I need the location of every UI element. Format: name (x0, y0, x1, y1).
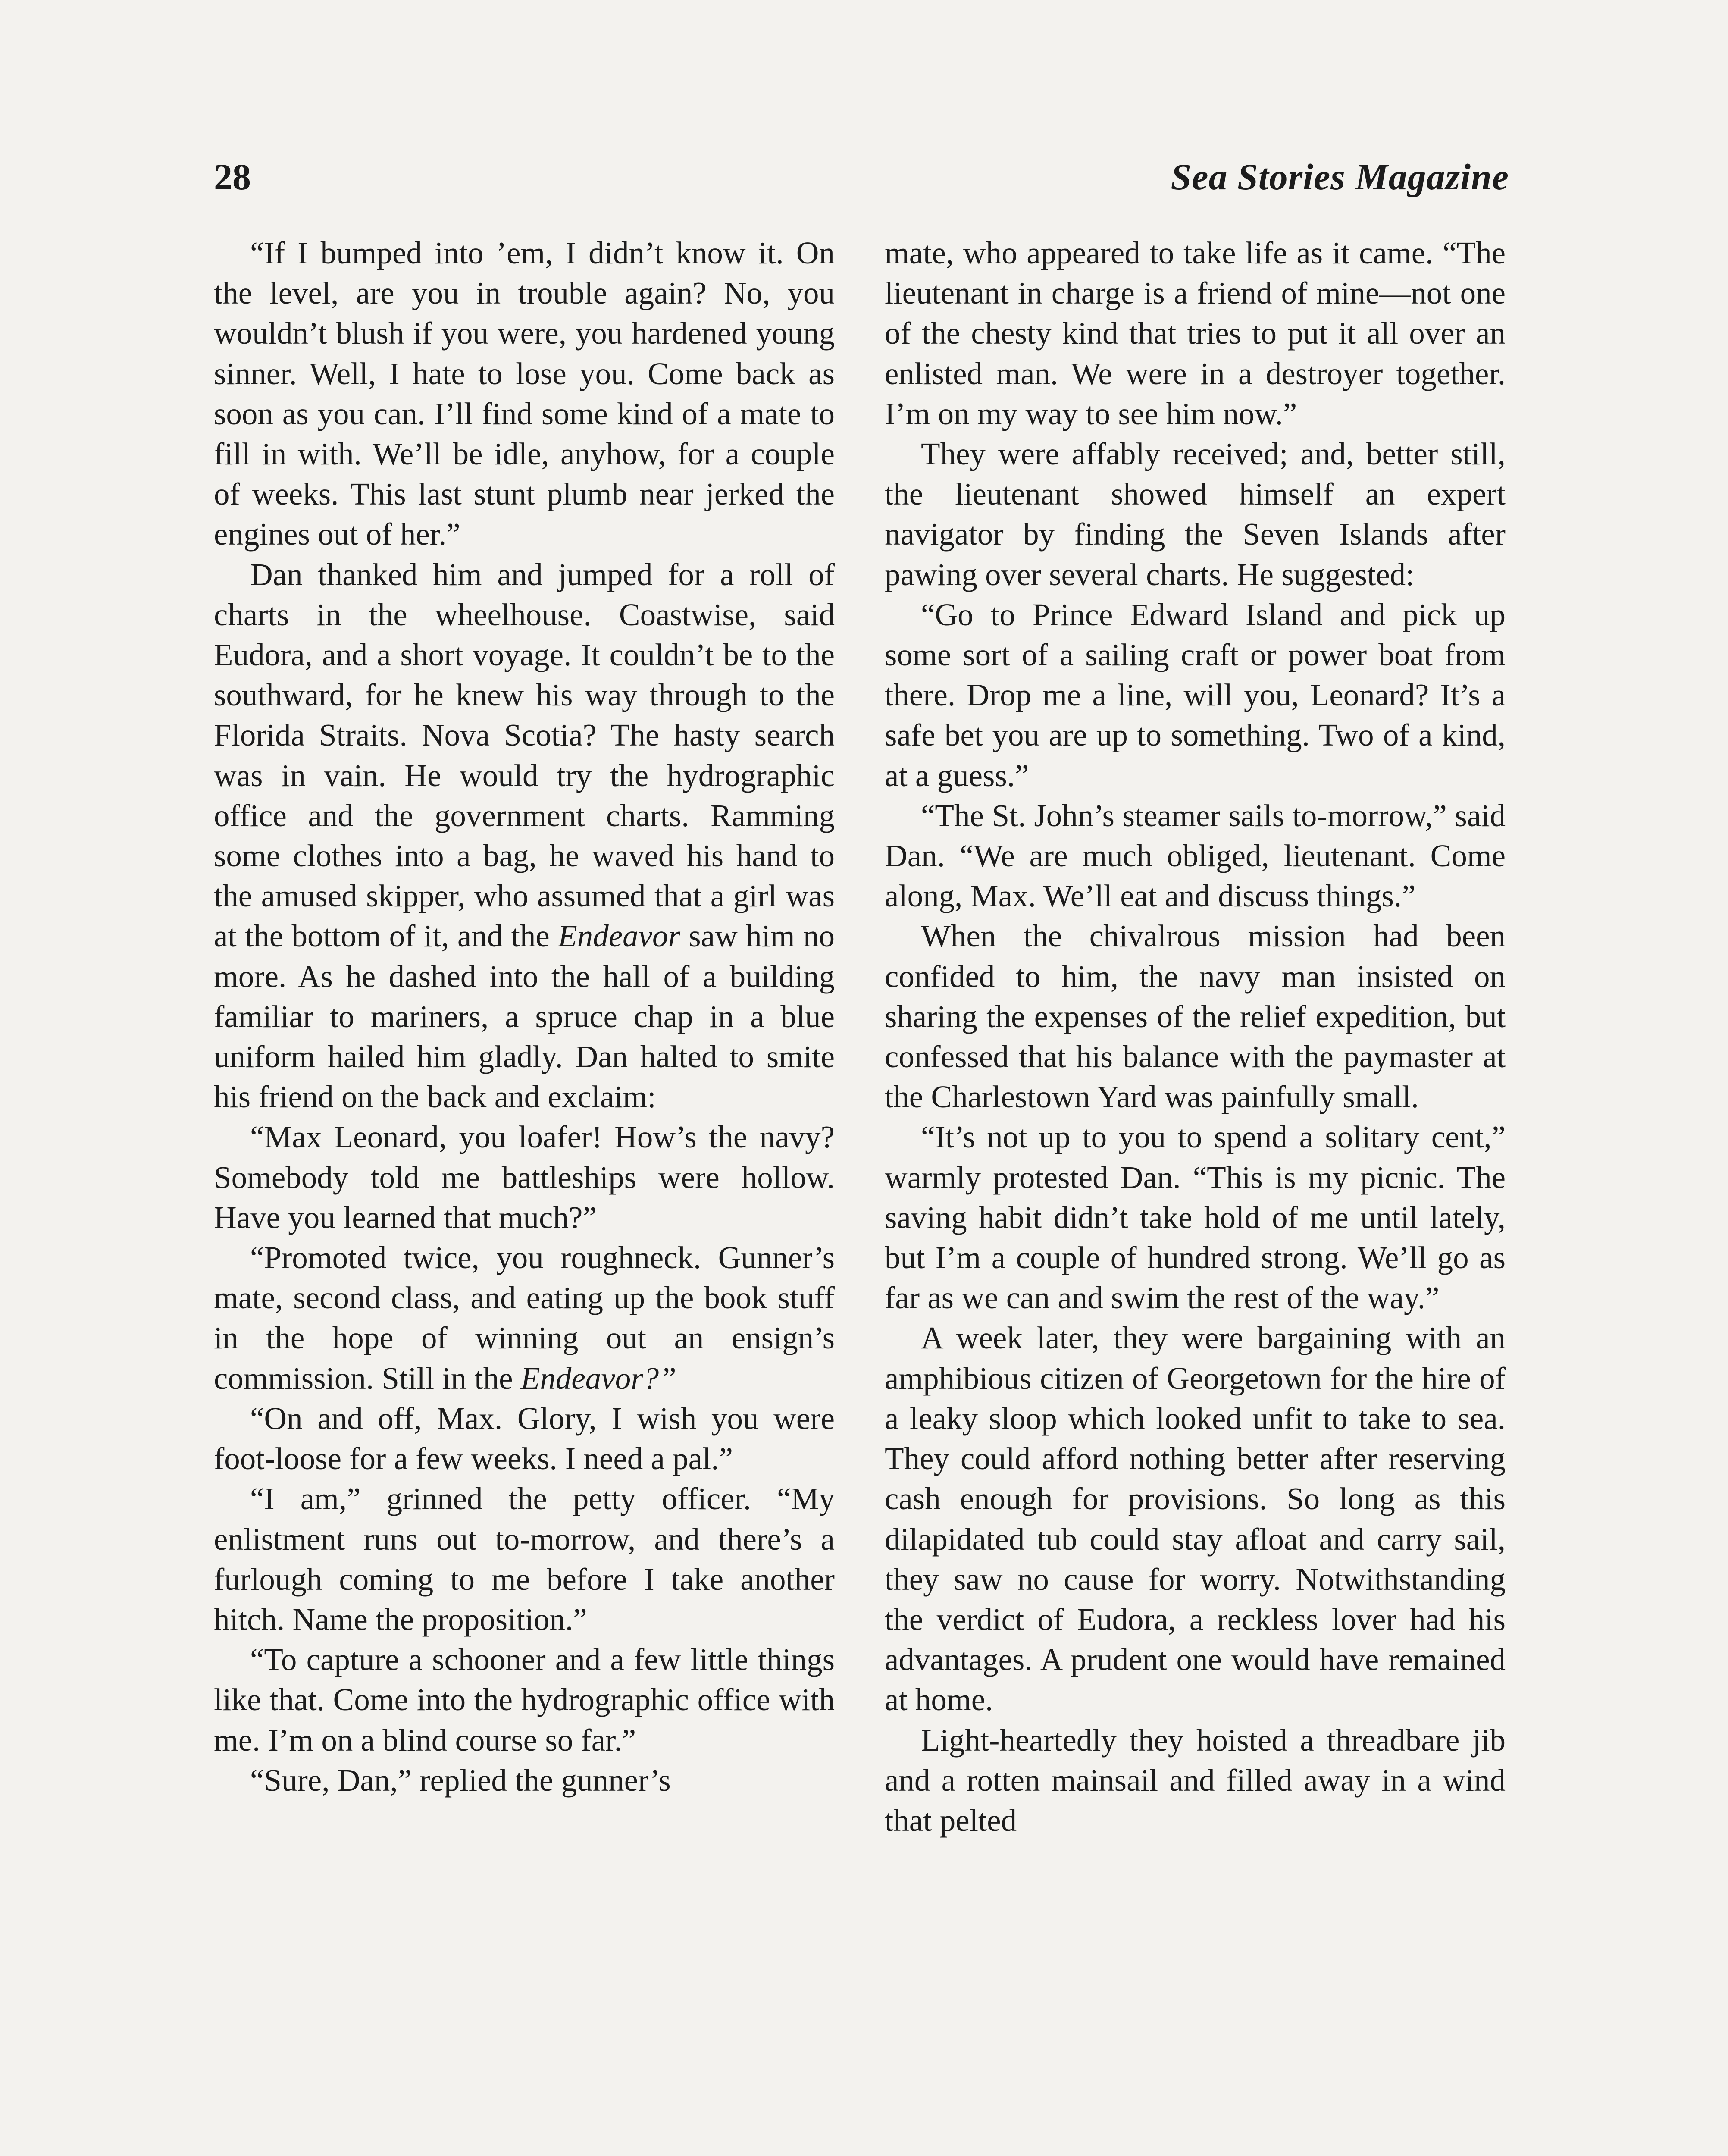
paragraph (214, 1479, 835, 1639)
paragraph (214, 233, 835, 555)
paragraph (214, 1117, 835, 1238)
text-run: “Go to Prince Edward Island and pick up some sort of a sailing craft or power boat from there. Drop me a line, will you, Leonard? It’s a safe bet you are up to something. Two of a kind, at a guess.” (885, 597, 1506, 793)
left-text-column (214, 233, 835, 1800)
paragraph (885, 1117, 1506, 1318)
text-run: “Max Leonard, you loafer! How’s the navy? Somebody told me battleships were hollow. Have you learned that much?” (214, 1119, 835, 1235)
page-number: 28 (214, 156, 251, 197)
text-run: “On and off, Max. Glory, I wish you were foot-loose for a few weeks. I need a pal.” (214, 1401, 835, 1476)
text-run: “Promoted twice, you roughneck. Gunner’s mate, second class, and eating up the book stuff in the hope of winning out an ensign’s commission. Still in the (214, 1240, 835, 1396)
paragraph (885, 434, 1506, 595)
running-title: Sea Stories Magazine (1171, 156, 1509, 197)
text-run: “I am,” grinned the petty officer. “My enlistment runs out to-morrow, and there’s a furlough coming to me before I take another hitch. Name the proposition.” (214, 1481, 835, 1637)
paragraph (885, 233, 1506, 434)
text-run: “Sure, Dan,” replied the gunner’s (250, 1762, 671, 1798)
paragraph (214, 1238, 835, 1398)
text-run: mate, who appeared to take life as it came. “The lieutenant in charge is a friend of mine—not one of the chesty kind that tries to put it all over an enlisted man. We were in a destroyer together. I’m on my way to see him now.” (885, 235, 1506, 431)
text-run: They were affably received; and, better still, the lieutenant showed himself an expert navigator by finding the Seven Islands after pawing over several charts. He suggested: (885, 436, 1506, 592)
paragraph (885, 1318, 1506, 1720)
paragraph (214, 1760, 835, 1800)
paragraph (214, 1639, 835, 1760)
text-run: When the chivalrous mission had been confided to him, the navy man insisted on sharing the expenses of the relief expedition, but confessed that his balance with the paymaster at the Charlestown Yard was painfully small. (885, 918, 1506, 1115)
text-run: A week later, they were bargaining with an amphibious citizen of Georgetown for the hire of a leaky sloop which looked unfit to take to sea. They could afford nothing better after reserving cash enough for provisions. So long as this dilapidated tub could stay afloat and carry sail, they saw no cause for worry. Notwithstanding the verdict of Eudora, a reckless lover had his advantages. A prudent one would have remained at home. (885, 1320, 1506, 1717)
paragraph (214, 555, 835, 1117)
right-text-column (885, 233, 1506, 1840)
paragraph (885, 595, 1506, 796)
page-header (214, 155, 1509, 211)
text-run: Dan thanked him and jumped for a roll of charts in the wheelhouse. Coastwise, said Eudora, and a short voyage. It couldn’t be to the southward, for he knew his way through to the Florida Straits. Nova Scotia? The hasty search was in vain. He would try the hydrographic office and the government charts. Ramming some clothes into a bag, he waved his hand to the amused skipper, who assumed that a girl was at the bottom of it, and the (214, 557, 835, 954)
italic-text: Endeavor (558, 918, 680, 954)
paragraph (885, 1720, 1506, 1841)
paragraph (885, 796, 1506, 916)
text-run: “If I bumped into ’em, I didn’t know it. On the level, are you in trouble again? No, you wouldn’t blush if you were, you hardened young sinner. Well, I hate to lose you. Come back as soon as you can. I’ll find some kind of a mate to fill in with. We’ll be idle, anyhow, for a couple of weeks. This last stunt plumb near jerked the engines out of her.” (214, 235, 835, 552)
paragraph (885, 916, 1506, 1117)
italic-text: Endeavor?” (520, 1360, 676, 1396)
text-run: “The St. John’s steamer sails to-morrow,” said Dan. “We are much obliged, lieutenant. Come along, Max. We’ll eat and discuss things.” (885, 798, 1506, 914)
text-run: “It’s not up to you to spend a solitary cent,” warmly protested Dan. “This is my picnic. The saving habit didn’t take hold of me until lately, but I’m a couple of hundred strong. We’ll go as far as we can and swim the rest of the way.” (885, 1119, 1506, 1316)
text-run: “To capture a schooner and a few little things like that. Come into the hydrographic office with me. I’m on a blind course so far.” (214, 1642, 835, 1758)
text-run: saw him no more. As he dashed into the hall of a building familiar to mariners, a spruce chap in a blue uniform hailed him gladly. Dan halted to smite his friend on the back and exclaim: (214, 918, 835, 1115)
paragraph (214, 1398, 835, 1479)
text-run: Light-heartedly they hoisted a threadbare jib and a rotten mainsail and filled away in a wind that pelted (885, 1722, 1506, 1838)
